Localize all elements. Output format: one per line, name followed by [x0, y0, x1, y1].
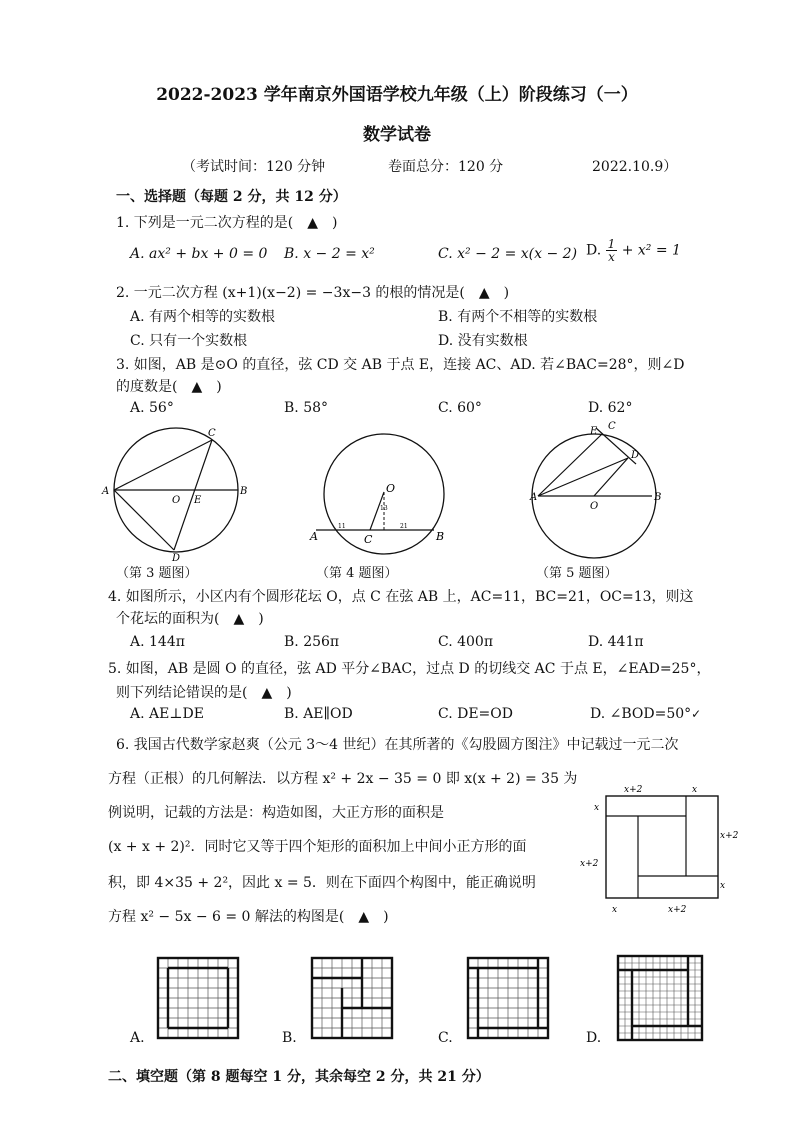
label-E: E: [194, 495, 202, 506]
exam-title: 2022-2023 学年南京外国语学校九年级（上）阶段练习（一）: [156, 85, 638, 105]
question-4-option-b: B. 256π: [284, 634, 340, 650]
question-5-option-a: A. AE⊥DE: [130, 706, 204, 722]
question-4-option-c: C. 400π: [438, 634, 494, 650]
grid-option-b-label: B.: [282, 1030, 297, 1046]
question-1-option-a: A. ax² + bx + 0 = 0: [130, 246, 268, 262]
label-O: O: [590, 501, 599, 512]
label-O: O: [386, 482, 396, 495]
grid-option-d: [616, 954, 706, 1044]
question-4-stem-line2: 个花坛的面积为( ▲ ): [116, 611, 264, 627]
question-4-stem-line1: 4. 如图所示，小区内有个圆形花坛 O，点 C 在弦 AB 上，AC=11，BC=21，OC=13，则这: [108, 589, 694, 605]
zhao-shuang-diagram: [580, 780, 750, 920]
option-d-label: D.: [586, 242, 602, 259]
mark-13: 13: [380, 505, 388, 512]
label-A: A: [102, 486, 110, 497]
option-d-text: D. ∠BOD=50°: [590, 706, 692, 722]
label-E: E: [590, 426, 598, 437]
label-D: D: [631, 450, 640, 461]
question-5-option-d: [590, 706, 701, 722]
label-O: O: [172, 495, 181, 506]
label-C: C: [364, 533, 373, 546]
exam-time: （考试时间：120 分钟: [182, 159, 326, 175]
check-mark: ✓: [691, 707, 702, 721]
question-2-option-a: A. 有两个相等的实数根: [130, 309, 276, 325]
question-3-option-a: A. 56°: [130, 400, 174, 416]
label-C: C: [208, 428, 216, 439]
grid-option-a-label: A.: [130, 1030, 145, 1046]
figure-5: [528, 418, 688, 563]
question-1-option-b: B. x − 2 = x²: [284, 246, 375, 262]
question-1-option-c: C. x² − 2 = x(x − 2): [438, 246, 578, 262]
label-A: A: [310, 530, 318, 543]
label-B: B: [436, 530, 445, 543]
figure-3: [100, 424, 260, 564]
question-5-stem-line2: 则下列结论错误的是( ▲ ): [116, 685, 292, 701]
grid-option-a: [156, 956, 240, 1040]
fraction-numerator: 1: [607, 237, 616, 251]
question-3-stem-line2: 的度数是( ▲ ): [116, 379, 222, 395]
question-6-line1: 6. 我国古代数学家赵爽（公元 3～4 世纪）在其所著的《勾股圆方图注》中记载过一元二次: [116, 737, 679, 753]
question-3-option-c: C. 60°: [438, 400, 482, 416]
question-1-stem: 1. 下列是一元二次方程的是( ▲ ): [116, 215, 338, 231]
grid-option-c-label: C.: [438, 1030, 453, 1046]
label-D: D: [172, 553, 181, 564]
figure-4: [300, 432, 460, 562]
question-2-option-d: D. 没有实数根: [438, 333, 528, 349]
mark-21: 21: [400, 523, 408, 530]
label-bottom-1: x: [612, 905, 618, 915]
label-left-2: x+2: [580, 859, 599, 869]
question-2-option-b: B. 有两个不相等的实数根: [438, 309, 598, 325]
label-right-1: x+2: [720, 831, 739, 841]
question-6-line2: 方程（正根）的几何解法．以方程 x² + 2x − 35 = 0 即 x(x + 2) = 35 为: [108, 771, 578, 787]
label-top-2: x: [692, 785, 698, 795]
question-6-line3: 例说明，记载的方法是：构造如图，大正方形的面积是: [108, 805, 444, 821]
figure-5-caption: （第 5 题图）: [536, 566, 618, 581]
figure-3-caption: （第 3 题图）: [116, 566, 198, 581]
question-5-stem-line1: 5. 如图，AB 是圆 O 的直径，弦 AD 平分∠BAC，过点 D 的切线交 AC 于点 E，∠EAD=25°，: [108, 661, 711, 677]
figure-4-caption: （第 4 题图）: [316, 566, 398, 581]
grid-option-b: [310, 956, 394, 1040]
question-5-option-b: B. AE∥OD: [284, 706, 353, 722]
question-1-option-d: [586, 238, 681, 263]
question-3-stem-line1: 3. 如图，AB 是⊙O 的直径，弦 CD 交 AB 于点 E，连接 AC、AD. 若∠BAC=28°，则∠D: [116, 357, 685, 373]
question-6-line5: 积，即 4×35 + 2²，因此 x = 5．则在下面四个构图中，能正确说明: [108, 875, 536, 891]
question-3-option-d: D. 62°: [588, 400, 633, 416]
exam-score: 卷面总分：120 分: [388, 159, 504, 175]
question-6-line4: (x + x + 2)²．同时它又等于四个矩形的面积加上中间小正方形的面: [108, 839, 527, 855]
question-6-line6: 方程 x² − 5x − 6 = 0 解法的构图是( ▲ ): [108, 909, 389, 925]
exam-subtitle: 数学试卷: [363, 125, 431, 145]
question-2-stem: 2. 一元二次方程 (x+1)(x−2) = −3x−3 的根的情况是( ▲ ): [116, 285, 510, 301]
label-C: C: [608, 421, 616, 432]
label-bottom-2: x+2: [668, 905, 687, 915]
section-title: 一、选择题（每题 2 分，共 12 分）: [116, 189, 347, 205]
fraction: [606, 238, 618, 263]
grid-option-c: [466, 956, 550, 1040]
grid-option-d-label: D.: [586, 1030, 602, 1046]
mark-11: 11: [338, 523, 346, 530]
fraction-denominator: x: [608, 250, 615, 264]
label-A: A: [530, 492, 538, 503]
exam-date: 2022.10.9）: [592, 159, 678, 175]
label-B: B: [654, 492, 662, 503]
label-B: B: [240, 486, 248, 497]
question-3-option-b: B. 58°: [284, 400, 329, 416]
label-left-1: x: [594, 803, 600, 813]
option-d-rest: + x² = 1: [621, 242, 681, 259]
question-5-option-c: C. DE=OD: [438, 706, 513, 722]
label-right-2: x: [720, 881, 726, 891]
section-title: 二、填空题（第 8 题每空 1 分，其余每空 2 分，共 21 分）: [108, 1069, 490, 1085]
label-top-1: x+2: [624, 785, 643, 795]
question-4-option-a: A. 144π: [130, 634, 185, 650]
question-2-option-c: C. 只有一个实数根: [130, 333, 248, 349]
question-4-option-d: D. 441π: [588, 634, 644, 650]
